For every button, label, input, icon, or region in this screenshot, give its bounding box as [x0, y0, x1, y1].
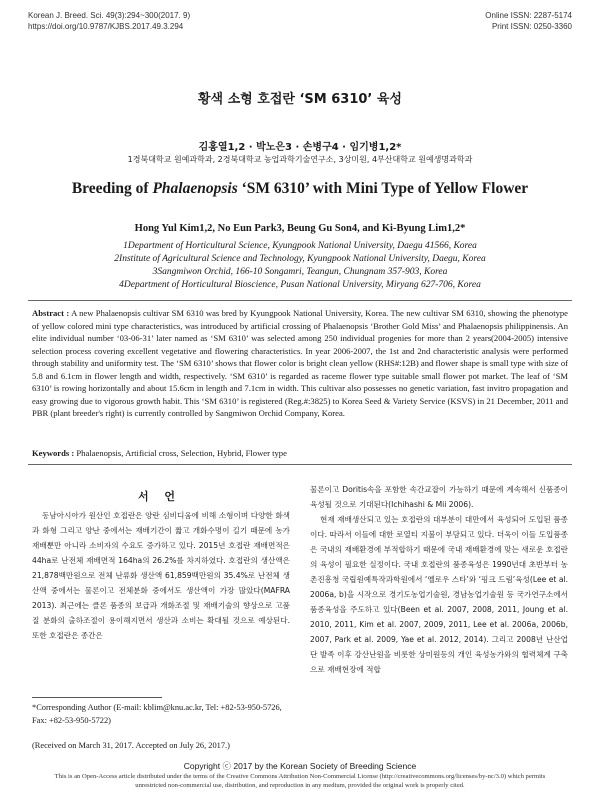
affiliation-1: 1Department of Horticultural Science, Kyungpook National University, Daegu 41566, Korea — [123, 241, 477, 251]
license-notice: This is an Open-Access article distributed under the terms of the Creative Commons Attribution Non-Commercial License (http://creativecommons.org/licenses/by-nc/3.0) which permits unrestricted non-commercial use, distribution, and reproduction in any medium, provided the original work is properly cited. — [54, 773, 546, 789]
footnote-rule — [32, 697, 162, 698]
affiliations-english — [0, 240, 600, 292]
section-title-introduction: 서 언 — [137, 490, 182, 503]
authors-english: Hong Yul Kim1,2, No Eun Park3, Beung Gu Son4, and Ki-Byung Lim1,2* — [134, 223, 466, 234]
corresponding-author-footnote: *Corresponding Author (E-mail: kblim@knu.ac.kr, Tel: +82-53-950-5726, Fax: +82-53-950-5722) — [32, 703, 282, 725]
keywords-label: Keywords : — [32, 448, 75, 458]
abstract — [32, 307, 568, 420]
abstract-bottom-rule — [28, 464, 572, 465]
left-column — [32, 508, 290, 643]
affiliations-korean: 1경북대학교 원예과학과, 2경북대학교 농업과학기술연구소, 3상미원, 4부산대학교 원예생명과학과 — [127, 155, 473, 164]
journal-header — [28, 10, 190, 32]
issn-header — [485, 10, 572, 32]
authors-korean: 김홍열1,2 · 박노은3 · 손병구4 · 임기병1,2* — [198, 142, 402, 153]
keywords — [32, 448, 568, 458]
copyright-line: Copyright ⓒ 2017 by the Korean Society of Breeding Science — [183, 761, 417, 771]
paragraph: 물론이고 Doritis속을 포함한 속간교잡이 가능하기 때문에 계속해서 신품종이 육성될 것으로 기대된다(Ichihashi & Mii 2006). — [310, 485, 568, 509]
affiliation-3: 3Sangmiwon Orchid, 166-10 Songamri, Teangun, Chungnam 357-903, Korea — [152, 267, 448, 277]
right-column — [310, 482, 568, 677]
doi-link[interactable]: https://doi.org/10.9787/KJBS.2017.49.3.294 — [28, 22, 184, 31]
abstract-label: Abstract : — [32, 308, 70, 318]
online-issn: Online ISSN: 2287-5174 — [485, 11, 572, 20]
abstract-top-rule — [28, 300, 572, 301]
affiliation-4: 4Department of Horticultural Bioscience, Pusan National University, Miryang 627-706, Korea — [119, 280, 481, 290]
keywords-text: Phalaenopsis, Artificial cross, Selection, Hybrid, Flower type — [76, 448, 287, 458]
affiliation-2: 2Institute of Agricultural Science and Technology, Kyungpook National University, Daegu, Korea — [114, 254, 486, 264]
title-english — [0, 180, 600, 198]
paragraph: 동남아시아가 원산인 호접란은 양란 심비디움에 비해 소형이며 다양한 화색과 화형 그리고 양난 중에서는 재배기간이 짧고 개화수명이 길기 때문에 농가재배뿐만 아니라 소비자의 수요도 증가하고 있다. 2015년 호접란 재배면적은 44ha로 난전체 재배면적 164ha의 26.2%를 차지하였다. 호접란의 생산액은 21,878백만원으로 전체 난류화 생산액 61,859백만원의 35.4%로 난전체 생산액 중에서는 물론이고 전체분화 중에서도 생산액이 가장 많았다(MAFRA 2013). 최근에는 클론 품종의 보급과 개화조절 및 재배기술의 향상으로 고품질 분화의 출하조절이 용이해지면서 생산과 소비는 확대될 것으로 예상된다. 또한 호접란은 종간은 — [32, 511, 290, 640]
received-dates: (Received on March 31, 2017. Accepted on July 26, 2017.) — [32, 741, 230, 750]
title-korean: 황색 소형 호접란 ‘SM 6310’ 육성 — [197, 92, 402, 107]
paragraph: 현재 재배생산되고 있는 호접란의 대부분이 대만에서 육성되어 도입된 품종이다. 따라서 이들에 대한 로열티 지불이 부담되고 있다. 더욱이 이들 도입품종은 국내의 재배환경에 부적합하기 때문에 국내 재배환경에 맞는 새로운 호접란의 육성이 필요한 실정이다. 국내 호접란의 품종육성은 1990년대 초반부터 농촌진흥청 국립원예특작과학원에서 ‘옐로우 스타’와 ‘핑크 드림’육성(Lee et al. 2006a, b)을 시작으로 경기도농업기술원, 경남농업기술원 등 국가연구소에서 품종육성을 주도하고 있다(Been et al. 2007, 2008, 2011, Joung et al. 2010, 2011, Kim et al. 2007, 2009, 2011, Lee et al. 2006a, 2006b, 2007, Park et al. 2009, Yae et al. 2012, 2014). 그리고 2008년 난산업단 발족 이후 강산난원을 비롯한 상미원등의 개인 육성농가와의 협력체계 구축으로 재배현장에 적합 — [310, 515, 568, 674]
title-english-genus: Phalaenopsis — [152, 180, 238, 197]
title-english-pre: Breeding of — [71, 180, 153, 197]
title-english-post: ‘SM 6310’ with Mini Type of Yellow Flower — [237, 180, 529, 197]
journal-citation: Korean J. Breed. Sci. 49(3):294~300(2017. 9) — [28, 11, 191, 20]
print-issn: Print ISSN: 0250-3360 — [491, 22, 572, 31]
abstract-text: A new Phalaenopsis cultivar SM 6310 was bred by Kyungpook National University, Korea. The new cultivar SM 6310, showing the phenotype of yellow colored mini type characteristics, was introduced by artificial crossing of Phalaenopsis ‘Brother Gold Miss’ and Phalaenopsis philippinensis. An elite individual number ‘03-06-31’ later named as ‘SM 6310’ was selected among 250 individual progenies for more than 2 years(2004-2005) intensive selection process covering excellent vegetative and flowering characteristics. In year 2006-2007, the 1st and 2nd characteristic analysis were performed through stability and uniformity test. The ‘SM 6310’ shows that flower color is bright clean yellow (RHS#:12B) and flower shape is small type with size of 5.8 and 6.1cm in flower length and width, respectively. ‘SM 6310’ is regarded as raceme flower type suitable small flower pot market. The leaf of ‘SM 6310’ is rowing horizontally and about 15.6cm in length and 7.1cm in width. This cultivar also possesses no genetic variation, fast invitro propagation and easy growing due to vigorous growth habit. This ‘SM 6310’ is registered (Reg.#:3825) to Korea Seed & Variety Service (KSVS) in 21 December, 2011 and PBR (plant breeder's right) is currently controlled by Sangmiwon Orchid Company, Korea. — [32, 308, 568, 418]
